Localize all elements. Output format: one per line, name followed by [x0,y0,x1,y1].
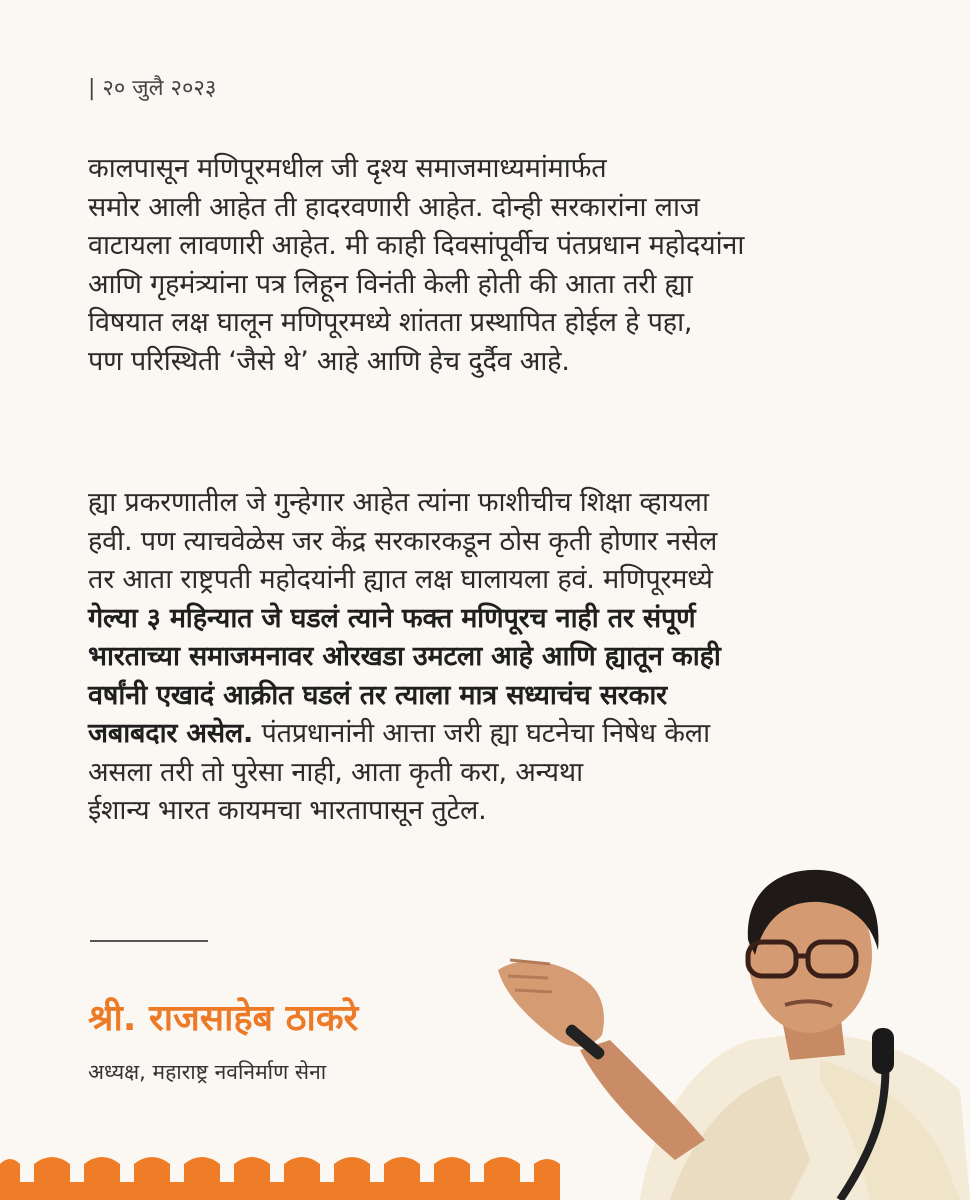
paragraph-2-mixed-line [88,715,938,754]
paragraph-1-line: आणि गृहमंत्र्यांना पत्र लिहून विनंती केली होती की आता तरी ह्या [88,268,693,300]
paragraph-2-bold-phrase: जबाबदार असेल. [88,718,254,749]
paragraph-2-line: तर आता राष्ट्रपती महोदयांनी ह्यात लक्ष घालायला हवं. मणिपूरमध्ये [88,564,713,595]
paragraph-1-line: विषयात लक्ष घालून मणिपूरमध्ये शांतता प्रस्थापित होईल हे पहा, [88,307,693,338]
fort-wall-decoration [0,1148,560,1200]
paragraph-2-line-rest: पंतप्रधानांनी आत्ता जरी ह्या घटनेचा निषेध केला [253,718,710,749]
paragraph-2-line: असला तरी तो पुरेसा नाही, आता कृती करा, अन्यथा [88,756,583,788]
paragraph-1-line: कालपासून मणिपूरमधील जी दृश्य समाजमाध्यमांमार्फत [88,153,607,184]
paragraph-2-bold-line: भारताच्या समाजमनावर ओरखडा उमटला आहे आणि ह्यातून काही [88,641,721,672]
paragraph-2-bold-line: गेल्या ३ महिन्यात जे घडलं त्याने फक्त मणिपूरच नाही तर संपूर्ण [88,602,696,634]
paragraph-2-line: ह्या प्रकरणातील जे गुन्हेगार आहेत त्यांना फाशीचीच शिक्षा व्हायला [88,487,709,518]
date-line: | २० जुलै २०२३ [88,76,217,101]
paragraph-2-bold-line: वर्षांनी एखादं आक्रीत घडलं तर त्याला मात्र सध्याचंच सरकार [88,679,668,711]
paragraph-2-line: ईशान्य भारत कायमचा भारतापासून तुटेल. [88,795,487,826]
signature-divider [90,940,208,942]
paragraph-2-line: हवी. पण त्याचवेळेस जर केंद्र सरकारकडून ठोस कृती होणार नसेल [88,525,718,557]
paragraph-1-line: समोर आली आहेत ती हादरवणारी आहेत. दोन्ही सरकारांना लाज [88,191,700,223]
speaker-photo [490,860,970,1200]
paragraph-2 [88,484,938,831]
paragraph-1-line: पण परिस्थिती ‘जैसे थे’ आहे आणि हेच दुर्दैव आहे. [88,345,570,377]
signature-name: श्री. राजसाहेब ठाकरे [88,998,359,1039]
paragraph-1-line: वाटायला लावणारी आहेत. मी काही दिवसांपूर्वीच पंतप्रधान महोदयांना [88,230,745,261]
paragraph-1 [88,150,938,381]
signature-title: अध्यक्ष, महाराष्ट्र नवनिर्माण सेना [88,1060,327,1084]
